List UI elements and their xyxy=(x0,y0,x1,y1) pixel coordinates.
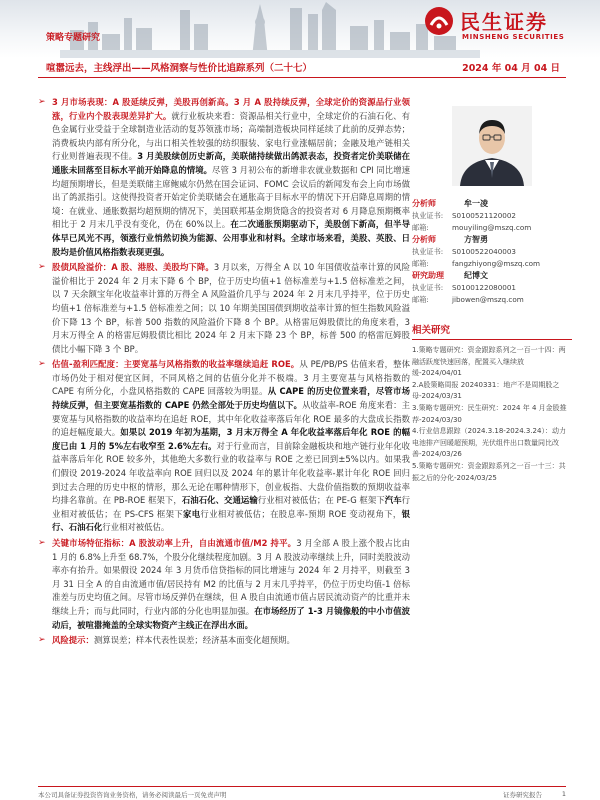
section-body-2: 从收益率-ROE 角度来看：主要宽基与风格指数的收益率均在追赶 ROE，其中年化收益率落后年化 ROE 最多的大盘成长指数的追赶幅度最大。 xyxy=(52,400,410,438)
analyst-entry xyxy=(412,234,572,270)
section-tail: 尽管 3 月初公布的新增非农就业数据和 CPI 同比增速均超预期增长，但是美联储主席鲍威尔仍然在国会证词、FOMC 会议后的新闻发布会上向市场做出了鸽派指引。这使得投资者开始定价美联储会在通胀高于目标水平的情况下开启降息周期的情境：在就业、通胀数据均超预期的情况下，美国联邦基金期货隐含的投资者对 6 月降息预期概率相比于 2 月末几乎没有变化，仍在 60%以上。 xyxy=(52,164,411,230)
analyst-name: 方智勇 xyxy=(464,235,488,244)
related-research-list xyxy=(412,345,572,484)
analyst-email-row xyxy=(412,222,572,234)
arrow-bullet-icon: ➢ xyxy=(38,538,46,548)
section-bold-3: 石油石化、交通运输 xyxy=(181,495,258,506)
analyst-cert: S0100522040003 xyxy=(452,247,517,256)
analyst-email-link[interactable]: jibowen@mszq.com xyxy=(452,295,524,304)
email-label: 邮箱: xyxy=(412,295,429,304)
analyst-name-row xyxy=(412,198,572,210)
section-bold-5: 家电 xyxy=(183,508,201,519)
section-bold: 3 月美股续创历史新高，美联储持续做出鸽派表态，投资者定价美联储在通胀未回落至目标水平前开始降息的情境。 xyxy=(52,151,410,175)
analyst-email-link[interactable]: fangzhiyong@mszq.com xyxy=(452,259,541,268)
analyst-list xyxy=(412,198,572,306)
section-bold-2: 在二次通胀预期驱动下，美股创下新高，但半导体早已风光不再，领涨行业悄然切换为能源、公用事业和材料。全球市场来看，美股、英股、日股均是价值风格指数表现更强。 xyxy=(52,219,410,257)
main-summary xyxy=(38,96,410,650)
sidebar xyxy=(412,96,572,484)
email-label: 邮箱: xyxy=(412,259,429,268)
analyst-email-link[interactable]: mouyiling@mszq.com xyxy=(452,223,532,232)
section-body-4: 行业相对被低估；在 PE-G 框架下 xyxy=(257,495,385,506)
page-number: 1 xyxy=(561,790,566,798)
analyst-entry xyxy=(412,198,572,234)
analyst-cert: S0100122080001 xyxy=(452,283,517,292)
cert-label: 执业证书: xyxy=(412,283,444,292)
section-body-3: 对于行业而言，目前除金融板块和地产链行业年化收益率落后年化 ROE 较多外，其他绝大多数行业的收益率与 ROE 之差已回到±5%以内。如果我们假设 2019-2024 年收益率向 ROE 回归以及 2024 年的累计年化收益率-累计年化 ROE 回归到过去合理的历史中枢的情形，那么无论在哪种情形下，创业板指、大盘价值指数的预期收益率均排名靠前。在 PB-ROE 框架下， xyxy=(52,440,411,506)
cert-label: 执业证书: xyxy=(412,247,444,256)
section-risk-warning xyxy=(38,634,410,648)
section-body: 3 月以来，万得全 A 以 10 年国债收益率计算的风险溢价相比于 2024 年 2 月末下降 6 个 BP，位于历史均值+1 倍标准差与+1.5 倍标准差之间，以 7 天余额宝年化收益率计算的万得全 A 风险溢价几乎与 2024 年 2 月末几乎持平，位于历史均值+1 倍标准差与+1.5 倍标准差之间；以 10 年期美国国债到期收益率计算的恒生指数风险溢价下降 13 个 BP，标普 500 指数的风险溢价下降 8 个 BP。从格雷厄姆股债比的角度来看，3 月末万得全 A 的格雷厄姆股债比相比 2024 年 2 月末下降 23 个 BP，标普 500 的格雷厄姆股债比小幅下降 3 个 BP。 xyxy=(52,262,410,354)
analyst-photo-avatar xyxy=(452,106,532,186)
section-head: 关键市场特征指标：A 股波动率上升，自由流通市值/M2 持平。 xyxy=(52,538,297,548)
analyst-cert: S0100521120002 xyxy=(452,211,517,220)
section-head: 3 月市场表现：A 股延续反弹，美股再创新高。3 月 A 股持续反弹，全球定价的资源品行业领涨，行业内个股表现差异扩大。 xyxy=(52,97,410,121)
section-market-indicators xyxy=(38,537,410,632)
analyst-role: 分析师 xyxy=(412,199,436,208)
arrow-bullet-icon: ➢ xyxy=(38,97,46,107)
analyst-entry xyxy=(412,270,572,306)
related-research-link[interactable]: 4.行业信息跟踪（2024.3.18-2024.3.24）：动力电池排产回暖超预期，光伏组件出口数量同比改善-2024/03/26 xyxy=(412,427,566,459)
cert-label: 执业证书: xyxy=(412,211,444,220)
section-body-7: 行业相对被低估。 xyxy=(102,522,170,533)
related-research-link[interactable]: 1.策略专题研究：资金跟踪系列之一百一十四：两融活跃度快速回落，配置买入继续放缓-2024/04/01 xyxy=(412,346,566,378)
section-market-performance xyxy=(38,96,410,259)
section-body: 就行业板块来看：资源品相关行业中，全球定价的石油石化、有色金属行业受益于全球制造业活动的复苏领涨市场；高端制造板块同样延续了此前的反弹态势；消费板块内部有所分化，与出口相关性较强的纺织服装、家电行业涨幅居前；金融及地产链相关行业则普遍表现不佳。 xyxy=(52,110,411,162)
report-date: 2024 年 04 月 04 日 xyxy=(462,63,560,74)
section-body: 测算误差；样本代表性误差；经济基本面变化超预期。 xyxy=(93,635,295,646)
section-risk-premium xyxy=(38,261,410,356)
email-label: 邮箱: xyxy=(412,223,429,232)
report-type-label: 策略专题研究 xyxy=(46,33,101,43)
logo-mark-icon xyxy=(424,6,454,36)
arrow-bullet-icon: ➢ xyxy=(38,359,46,370)
analyst-cert-row xyxy=(412,282,572,294)
related-research-link[interactable]: 2.A股策略周报 20240331：地产不是周期股之母-2024/03/31 xyxy=(412,380,560,401)
related-research-link[interactable]: 5.策略专题研究：资金跟踪系列之一百一十三：共振之后的分化-2024/03/25 xyxy=(412,461,566,482)
minsheng-logo xyxy=(424,6,584,46)
analyst-role: 分析师 xyxy=(412,235,436,244)
analyst-name-row xyxy=(412,234,572,246)
related-research-title: 相关研究 xyxy=(412,322,572,340)
logo-text-en: MINSHENG SECURITIES xyxy=(462,33,565,41)
footer-label: 证券研究报告 xyxy=(503,791,542,799)
section-bold-6: 银行、石油石化 xyxy=(52,508,410,533)
analyst-cert-row xyxy=(412,210,572,222)
section-bold-4: 汽车 xyxy=(384,495,402,506)
section-body-6: 行业相对被低估；在股息率-预期 ROE 变动视角下， xyxy=(200,508,402,519)
analyst-email-row xyxy=(412,258,572,270)
analyst-cert-row xyxy=(412,246,572,258)
analyst-name: 纪博文 xyxy=(464,271,488,280)
section-body-5: 行业相对被低估；在 PS-CFS 框架下 xyxy=(52,495,411,519)
section-head: 股债风险溢价：A 股、港股、美股均下降。 xyxy=(52,262,214,273)
title-divider xyxy=(38,77,566,78)
title-bar xyxy=(0,58,600,78)
section-bold: 从 CAPE 的历史位置来看，尽管市场持续反弹，但主要宽基指数的 CAPE 仍然全部处于历史均值以下。 xyxy=(52,386,410,411)
section-body: 3 月全部 A 股上涨个股占比由 1 月的 6.8%上升至 68.7%，个股分化继续程度加剧。3 月 A 股波动率继续上升，同时美股波动率亦有抬升。如果假设 2024 年 3 月货币信贷指标的同比增速与 2024 年 2 月持平，则截至 3 月 31 日全 A 的自由流通市值/居民持有 M2 的比值与 2 月末几乎持平，仍位于历史均值-1 倍标准差与历史均值之间。尽管市场反弹仍在继续，但 A 股自由流通市值占居民流动资产的比重并未继续上升；而与此同时，行业内部的分化也明显加强。 xyxy=(52,538,410,616)
logo-text-cn: 民生证券 xyxy=(460,10,548,34)
analyst-email-row xyxy=(412,294,572,306)
footer-divider xyxy=(38,786,566,787)
city-skyline-image xyxy=(60,0,480,58)
arrow-bullet-icon: ➢ xyxy=(38,262,46,273)
analyst-name-row xyxy=(412,270,572,282)
arrow-bullet-icon: ➢ xyxy=(38,635,46,646)
header-banner xyxy=(0,0,600,58)
section-valuation-profit xyxy=(38,358,410,535)
analyst-name: 牟一凌 xyxy=(464,199,488,208)
section-body: 从 PE/PB/PS 估值来看，整体市场仍处于相对便宜区间，不同风格之间的估值分化并不极端。3 月主要宽基与风格指数的 CAPE 有所分化，小盘风格指数的 CAPE 回落较为明显。 xyxy=(52,359,410,397)
related-research-link[interactable]: 3.策略专题研究：民生研究：2024 年 4 月金股推荐-2024/03/30 xyxy=(412,403,567,424)
section-head: 估值-盈利匹配度：主要宽基与风格指数的收益率继续追赶 ROE。 xyxy=(52,359,300,370)
footer-disclaimer: 本公司具备证券投资咨询业务资格，请务必阅读最后一页免责声明 xyxy=(38,791,227,799)
section-head: 风险提示： xyxy=(52,635,94,646)
section-bold: 在市场经历了 1-3 月镜像般的中小市值波动后，被喧嚣掩盖的全球实物资产主线正在浮出水面。 xyxy=(52,605,410,630)
analyst-role: 研究助理 xyxy=(412,271,444,280)
report-title: 喧嚣远去，主线浮出——风格洞察与性价比追踪系列（二十七） xyxy=(46,63,313,74)
footer xyxy=(38,790,566,799)
section-bold-2: 如果以 2019 年初为基期，3 月末万得全 A 年化收益率落后年化 ROE 的幅度已由 1 月的 5%左右收窄至 2.6%左右。 xyxy=(52,427,410,451)
